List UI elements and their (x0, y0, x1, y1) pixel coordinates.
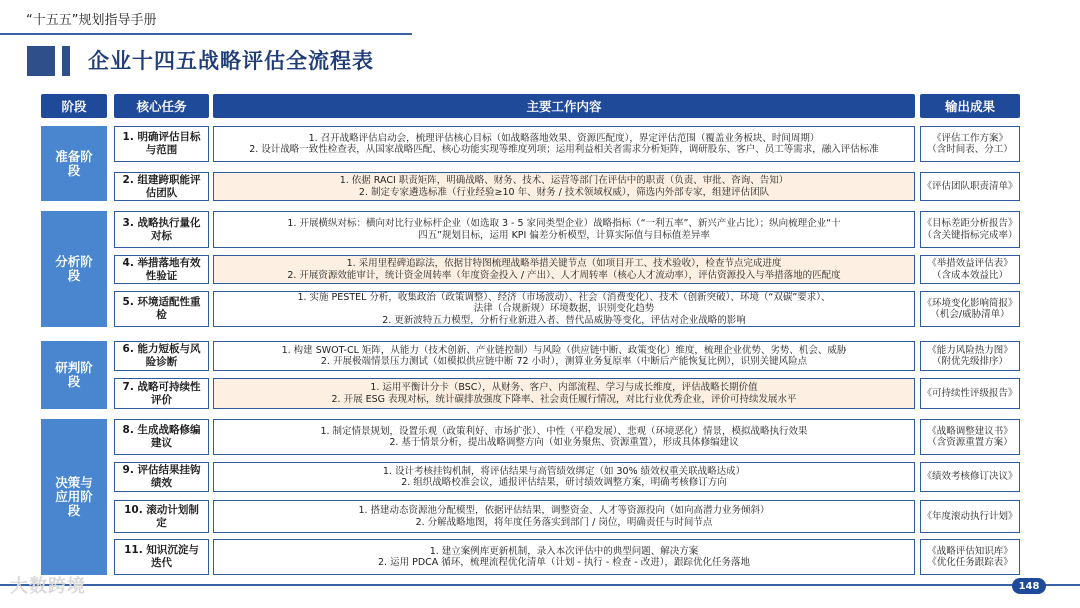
work-line: 2. 开展 ESG 表现对标，统计碳排放强度下降率、社会责任履行情况，对比行业优秀企业，评价可持续发展水平 (331, 393, 797, 405)
phase-decision: 决策与应用阶段 (41, 419, 107, 575)
output-line: 《能力风险热力图》 (927, 344, 1013, 356)
phase-judgement: 研判阶段 (41, 341, 107, 409)
output-line: 《评估工作方案》 (931, 132, 1008, 144)
output-line: 《战略评估知识库》 (927, 545, 1013, 557)
footer-divider (0, 584, 1080, 586)
work-line: 1. 实施 PESTEL 分析，收集政治（政策调整）、经济（市场波动）、社会（消费变化）、技术（创新突破）、环境（“双碳”要求）、 (297, 291, 831, 303)
task-cell: 6. 能力短板与风险诊断 (114, 341, 209, 371)
work-line: 1. 运用平衡计分卡（BSC），从财务、客户、内部流程、学习与成长维度，评估战略长期价值 (370, 382, 758, 393)
work-line: 1. 开展横纵对标：横向对比行业标杆企业（如选取 3 - 5 家同类型企业）战略指标（“一利五率”、新兴产业占比）；纵向梳理企业“十 (287, 218, 841, 229)
work-line: 1. 制定情景规划，设置乐观（政策利好、市场扩张）、中性（平稳发展）、悲观（环境恶化）情景，模拟战略执行效果 (320, 425, 808, 437)
title-accent-bar (62, 46, 70, 76)
task-cell: 7. 战略可持续性评价 (114, 378, 209, 409)
output-line: 《战略调整建议书》 (927, 425, 1013, 437)
work-content-cell (213, 126, 915, 162)
work-line: 2. 开展资源效能审计，统计资金周转率（年度资金投入 / 产出）、人才周转率（核心人才流动率），评估资源投入与举措落地的匹配度 (287, 269, 841, 281)
work-content-cell (213, 291, 915, 327)
output-cell (920, 255, 1020, 284)
work-line: 2. 运用 PDCA 循环，梳理流程优化清单（计划 - 执行 - 检查 - 改进），跟踪优化任务落地 (378, 557, 750, 568)
output-cell (920, 341, 1020, 371)
phase-prepare: 准备阶段 (41, 126, 107, 201)
work-content-cell (213, 211, 915, 248)
output-line: （含时间表、分工） (927, 144, 1013, 155)
work-line: 1. 召开战略评估启动会，梳理评估核心目标（如战略落地效果、资源匹配度），界定评估范围（覆盖业务板块、时间周期） (308, 132, 820, 144)
work-content-cell (213, 378, 915, 409)
output-line: （含关键指标完成率） (922, 229, 1018, 241)
task-cell: 4. 举措落地有效性验证 (114, 255, 209, 284)
output-line: （机会/威胁清单） (930, 309, 1010, 320)
work-line: 2. 分解战略地图，将年度任务落实到部门 / 岗位，明确责任与时间节点 (415, 516, 713, 528)
task-cell: 2. 组建跨职能评估团队 (114, 172, 209, 201)
work-content-cell (213, 419, 915, 455)
output-line: （含成本效益比） (931, 269, 1008, 281)
title-accent-block (27, 46, 55, 76)
output-cell (920, 462, 1020, 492)
output-line: 《评估团队职责清单》 (922, 180, 1018, 192)
work-content-cell (213, 172, 915, 201)
work-line: 2. 设计战略一致性检查表，从国家战略匹配、核心功能实现等维度列项；运用利益相关者需求分析矩阵，调研股东、客户、员工等需求，融入评估标准 (249, 144, 879, 155)
work-line: 四五”规划目标，运用 KPI 偏差分析模型，计算实际值与目标值差异率 (418, 229, 710, 241)
output-line: （附优先级排序） (931, 356, 1008, 367)
output-line: 《绩效考核修订决议》 (922, 471, 1018, 483)
column-header-work: 主要工作内容 (213, 94, 915, 118)
column-header-task: 核心任务 (114, 94, 209, 118)
output-line: 《年度滚动执行计划》 (922, 510, 1018, 522)
column-header-output: 输出成果 (920, 94, 1020, 118)
work-line: 2. 制定专家遴选标准（行业经验≥10 年、财务 / 技术领域权威），筛选内外部专家，组建评估团队 (358, 186, 770, 198)
output-cell (920, 500, 1020, 533)
work-line: 1. 采用里程碑追踪法，依据甘特图梳理战略举措关键节点（如项目开工、技术验收），检查节点完成进度 (346, 258, 782, 269)
output-cell (920, 539, 1020, 575)
output-cell (920, 291, 1020, 327)
work-content-cell (213, 255, 915, 284)
phase-analysis: 分析阶段 (41, 211, 107, 327)
watermark: 大数跨境 (10, 576, 86, 597)
output-cell (920, 172, 1020, 201)
output-line: 《目标差距分析报告》 (922, 218, 1018, 229)
work-line: 法律（合规新规）环境数据，识别变化趋势 (473, 303, 655, 315)
output-cell (920, 419, 1020, 455)
work-line: 1. 依据 RACI 职责矩阵，明确战略、财务、技术、运营等部门在评估中的职责（负责、审批、咨询、告知） (339, 175, 789, 186)
output-line: 《可持续性评级报告》 (922, 387, 1018, 399)
page-title: 企业十四五战略评估全流程表 (88, 49, 374, 73)
page-number: 148 (1012, 578, 1046, 594)
task-cell: 10. 滚动计划制定 (114, 500, 209, 533)
task-cell: 3. 战略执行量化对标 (114, 211, 209, 248)
work-line: 2. 基于情景分析，提出战略调整方向（如业务聚焦、资源重置），形成具体修编建议 (389, 437, 739, 448)
task-cell: 8. 生成战略修编建议 (114, 419, 209, 455)
work-line: 1. 设计考核挂钩机制，将评估结果与高管绩效绑定（如 30% 绩效权重关联战略达成） (382, 465, 746, 477)
work-line: 1. 搭建动态资源池分配模型，依据评估结果，调整资金、人才等资源投向（如向高潜力业务倾斜） (358, 505, 770, 516)
output-line: 《举措效益评估表》 (927, 258, 1013, 269)
output-cell (920, 378, 1020, 409)
work-content-cell (213, 500, 915, 533)
work-line: 1. 构建 SWOT-CL 矩阵，从能力（技术创新、产业链控制）与风险（供应链中断、政策变化）维度，梳理企业优势、劣势、机会、威胁 (281, 344, 847, 356)
output-line: （含资源重置方案） (927, 437, 1013, 448)
task-cell: 1. 明确评估目标与范围 (114, 126, 209, 162)
task-cell: 9. 评估结果挂钩绩效 (114, 462, 209, 492)
work-content-cell (213, 539, 915, 575)
document-title: “十五五”规划指导手册 (26, 13, 157, 28)
output-line: 《优化任务跟踪表》 (927, 557, 1013, 568)
output-cell (920, 126, 1020, 162)
work-line: 1. 建立案例库更新机制，录入本次评估中的典型问题、解决方案 (429, 545, 699, 557)
output-cell (920, 211, 1020, 248)
top-divider (0, 33, 412, 35)
top-bar (0, 0, 1080, 40)
task-cell: 5. 环境适配性重检 (114, 291, 209, 327)
column-header-phase: 阶段 (41, 94, 107, 118)
work-line: 2. 更新波特五力模型，分析行业新进入者、替代品威胁等变化，评估对企业战略的影响 (382, 314, 746, 326)
output-line: 《环境变化影响简报》 (922, 297, 1018, 309)
work-content-cell (213, 341, 915, 371)
task-cell: 11. 知识沉淀与迭代 (114, 539, 209, 575)
work-content-cell (213, 462, 915, 492)
work-line: 2. 开展极端情景压力测试（如模拟供应链中断 72 小时），测算业务复原率（中断后产能恢复比例），识别关键风险点 (320, 356, 808, 367)
work-line: 2. 组织战略校准会议，通报评估结果，研讨绩效调整方案，明确考核修订方向 (401, 477, 727, 488)
